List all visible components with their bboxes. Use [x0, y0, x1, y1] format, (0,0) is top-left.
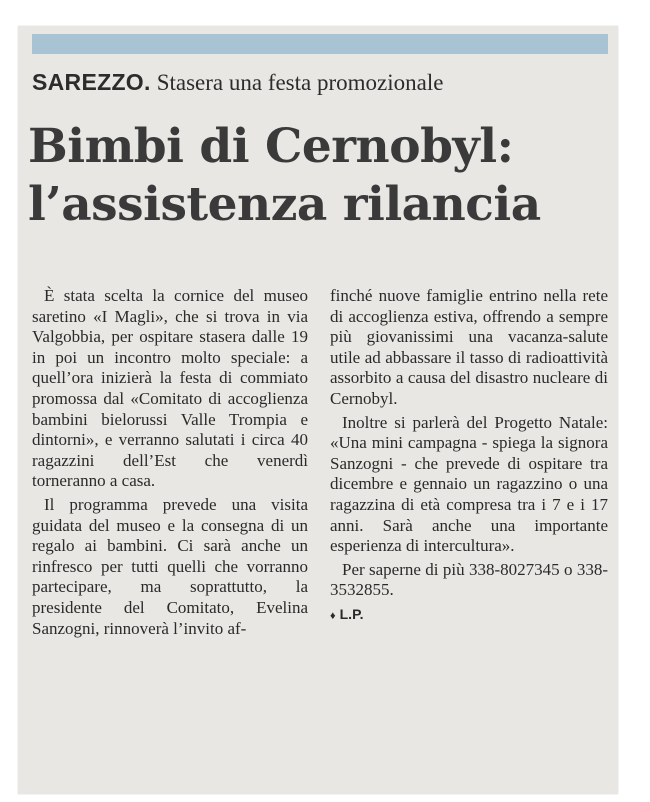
article-column-left [32, 286, 308, 642]
byline-initials: L.P. [339, 605, 364, 622]
diamond-bullet-icon: ♦ [330, 609, 336, 622]
kicker [32, 68, 443, 97]
paragraph: È stata scelta la cornice del museo saretino «I Magli», che si trova in via Valgobbia, per ospitare stasera dalle 19 in poi un incontro molto speciale: a quell’ora inizierà la festa di commiato promossa dal «Comitato di accoglienza bambini bielorussi Valle Trompia e dintorni», e verranno salutati i circa 40 ragazzini dell’Est che venerdì torneranno a casa. [32, 286, 308, 491]
paragraph: Il programma prevede una visita guidata del museo e la consegna di un regalo ai bambini. Ci sarà anche un rinfresco per tutti quelli che vorranno partecipare, ma soprattutto, la presidente del Comitato, Evelina Sanzogni, rinnoverà l’invito af- [32, 494, 308, 638]
paragraph: finché nuove famiglie entrino nella rete di accoglienza estiva, offrendo a sempre più giovanissimi una vacanza-salute utile ad abbassare il tasso di radioattività assorbito a causa del disastro nucleare di Cernobyl. [330, 286, 608, 408]
paragraph: Inoltre si parlerà del Progetto Natale: «Una mini campagna - spiega la signora Sanzogni - che prevede di ospitare tra dicembre e gennaio un ragazzino o una ragazzina di età compresa tra i 7 e i 17 anni. Sarà anche una importante esperienza di intercultura». [330, 412, 608, 556]
article-column-right [330, 286, 608, 627]
section-color-bar [32, 34, 608, 54]
byline [330, 604, 608, 627]
kicker-tagline: Stasera una festa promozionale [156, 70, 444, 95]
newspaper-clipping [18, 26, 618, 794]
headline-line-1: Bimbi di Cernobyl: [28, 119, 514, 174]
paragraph: Per saperne di più 338-8027345 o 338-3532855. [330, 559, 608, 600]
kicker-place: SAREZZO. [32, 69, 151, 95]
headline-line-2: l’assistenza rilancia [28, 177, 541, 232]
headline [28, 118, 618, 234]
